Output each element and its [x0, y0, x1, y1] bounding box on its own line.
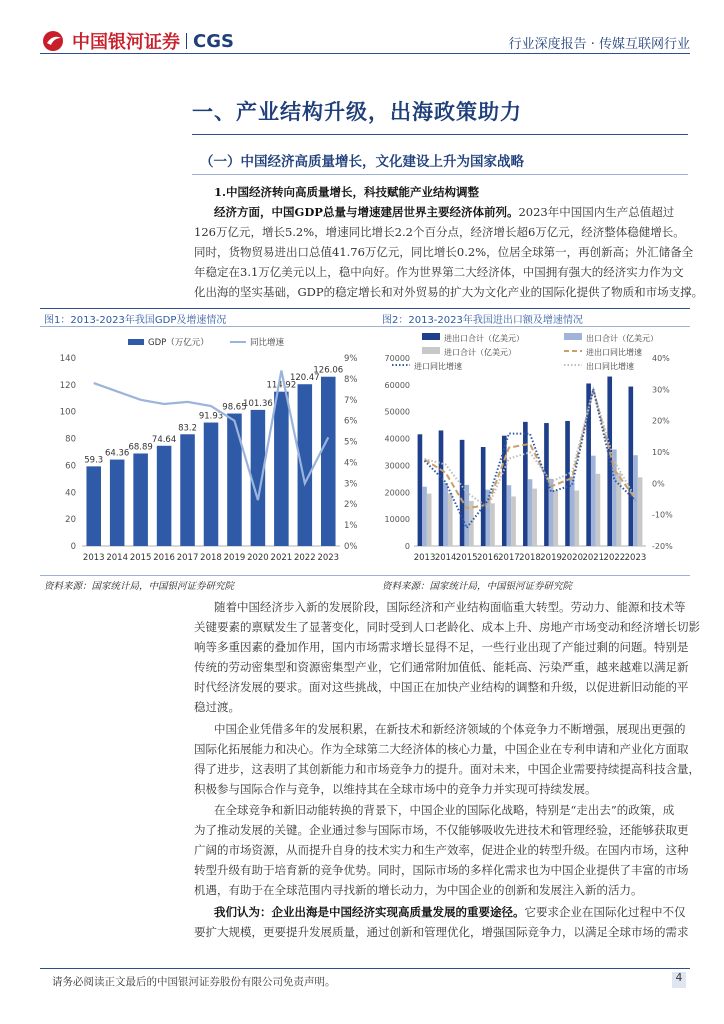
section-title: 一、产业结构升级，出海政策助力: [192, 99, 522, 124]
x-tick-label: 2020: [247, 553, 269, 563]
y-right-tick-label: 10%: [652, 448, 670, 457]
gdp-data-label: 114.92: [266, 380, 297, 391]
total-trade-bar: [418, 434, 423, 546]
logo-text: 中国银河证券: [72, 32, 180, 53]
gdp-bar: [157, 446, 172, 546]
y-left-tick-label: 100: [59, 407, 76, 418]
y-right-tick-label: 40%: [652, 354, 670, 363]
y-left-tick-label: 40000: [384, 434, 410, 444]
x-tick-label: 2013: [82, 553, 105, 563]
gdp-data-label: 83.2: [178, 423, 198, 434]
figure-1-source: 资料来源：国家统计局，中国银河证券研究院: [44, 581, 235, 592]
gdp-bar: [86, 466, 101, 546]
x-tick-label: 2021: [270, 553, 293, 563]
figure-1-title: 图1：2013-2023年我国GDP及增速情况: [44, 315, 227, 326]
p1-lead: 经济方面，中国GDP总量与增速建居世界主要经济体前列。: [214, 205, 519, 219]
total-trade-bar: [460, 440, 465, 546]
export-bar: [553, 490, 558, 546]
section-subtitle: （一）中国经济高质量增长，文化建设上升为国家战略: [200, 154, 524, 170]
x-tick-label: 2022: [293, 553, 316, 563]
gdp-data-label: 64.36: [105, 448, 130, 459]
y-left-tick-label: 80: [65, 434, 76, 445]
legend-label: 进出口同比增速: [586, 348, 642, 357]
import-bar: [549, 479, 554, 546]
y-left-tick-label: 10000: [384, 515, 410, 525]
header-logo: [42, 30, 234, 52]
gdp-chart: [40, 328, 370, 578]
y-left-tick-label: 0: [404, 542, 410, 551]
y-right-tick-label: 8%: [344, 374, 358, 385]
export-bar: [427, 494, 432, 546]
export-bar: [596, 474, 601, 546]
legend-label: 出口同比增速: [586, 362, 634, 371]
report-type: 行业深度报告 · 传媒互联网行业: [508, 37, 690, 52]
import-bar: [443, 483, 448, 546]
import-bar: [464, 485, 469, 546]
y-left-tick-label: 70000: [384, 354, 410, 363]
import-bar: [528, 479, 533, 546]
x-tick-label: 2016: [153, 553, 175, 563]
logo-cgs: CGS: [193, 30, 234, 52]
p5-lead: 我们认为：企业出海是中国经济实现高质量发展的重要途径。: [214, 905, 525, 919]
gdp-bar: [204, 423, 219, 546]
gdp-data-label: 126.06: [313, 365, 344, 376]
gdp-bar: [110, 460, 125, 546]
y-left-tick-label: 30000: [384, 461, 410, 471]
gdp-data-label: 74.64: [151, 434, 177, 445]
x-tick-label: 2019: [223, 553, 246, 563]
export-bar: [532, 489, 537, 546]
legend-label-growth: 同比增速: [250, 338, 285, 348]
legend-label: 进口合计（亿美元）: [444, 348, 516, 357]
x-tick-label: 2017: [176, 553, 199, 563]
y-right-tick-label: 5%: [344, 437, 358, 448]
page-number: 4: [672, 972, 686, 988]
subtitle-rule: [192, 174, 688, 175]
figure-2-source: 资料来源：国家统计局，中国银河证券研究院: [382, 581, 573, 592]
import-bar: [570, 476, 575, 546]
gdp-bar: [133, 453, 148, 546]
y-left-tick-label: 140: [59, 354, 76, 364]
y-left-tick-label: 20000: [384, 488, 410, 498]
x-tick-label: 2014: [434, 553, 457, 563]
x-tick-label: 2023: [317, 553, 340, 563]
gdp-data-label: 68.89: [128, 442, 153, 453]
paragraph-2: 随着中国经济步入新的发展阶段，国际经济和产业结构面临重大转型。劳动力、能源和技术等 关键要素的禀赋发生了显著变化，同时受到人口老龄化、成本上升、房地产市场变动和经济增长切影 响等多重因素的叠加作用，国内市场需求增长显得不足，一些行业出现了产能过剩的问题。特别是 传统的劳动密集型和资源密集型产业，它们通常附加值低、能耗高、污染严重，越来越难以满足新 时代经济发展的要求。面对这些挑战，中国正在加快产业结构的调整和升级，以促进新旧动能的平 稳过渡。: [194, 600, 700, 714]
gdp-data-label: 120.47: [289, 373, 320, 384]
paragraph-1: 经济方面，中国GDP总量与增速建居世界主要经济体前列。2023年中国国内生产总值超过 126万亿元，增长5.2%，增速同比增长2.2个百分点，经济增长超6万亿元，经济整体稳健增长。 同时，货物贸易进出口总值41.76万亿元，同比增长0.2%，位居全球第一，再创新高；外汇储备全 年稳定在3.1万亿美元以上，稳中向好。作为世界第二大经济体，中国拥有强大的经济实力作为文 化出海的坚实基础，GDP的稳定增长和对外贸易的扩大为文化产业的国际化提供了物质和市场支撑。: [194, 205, 704, 299]
y-right-tick-label: 7%: [344, 395, 358, 406]
y-right-tick-label: 0%: [344, 542, 358, 552]
x-tick-label: 2013: [413, 553, 436, 563]
x-tick-label: 2022: [603, 553, 626, 563]
legend-swatch: [422, 333, 440, 340]
legend-swatch-gdp: [128, 339, 144, 345]
y-right-tick-label: 1%: [344, 521, 358, 532]
x-tick-label: 2015: [129, 553, 152, 563]
x-tick-label: 2015: [455, 553, 478, 563]
paragraph-5: 我们认为：企业出海是中国经济实现高质量发展的重要途径。它要求企业在国际化过程中不仅 要扩大规模，更要提升发展质量，通过创新和管理优化，增强国际竞争力，以满足全球市场的需求: [194, 905, 689, 939]
figure-title-underline: [40, 326, 690, 327]
legend-label: 进出口合计（亿美元）: [444, 334, 524, 343]
gdp-data-label: 91.93: [198, 411, 224, 422]
y-right-tick-label: 20%: [652, 416, 670, 426]
import-bar: [633, 455, 638, 546]
export-bar: [511, 496, 516, 546]
heading-1: 1.中国经济转向高质量增长，科技赋能产业结构调整: [214, 185, 480, 199]
y-left-tick-label: 60: [65, 461, 76, 472]
gdp-bar: [227, 414, 242, 546]
footer-rule: [40, 968, 690, 969]
footer-disclaimer: 请务必阅读正文最后的中国银河证券股份有限公司免责声明。: [52, 976, 336, 988]
gdp-bar: [180, 434, 195, 546]
legend-label: 出口合计（亿美元）: [586, 334, 658, 343]
export-bar: [490, 503, 495, 546]
trade-chart: [378, 328, 690, 578]
paragraph-4: 在全球竞争和新旧动能转换的背景下，中国企业的国际化战略，特别是“走出去”的政策，成 为了推动发展的关键。企业通过参与国际市场，不仅能够吸收先进技术和管理经验，还能够获取更 广阔的市场资源，从而提升自身的技术实力和生产效率，促进企业的转型升级。在国内市场，这种 转型升级有助于培育新的竞争优势。同时，国际市场的多样化需求也为中国企业提供了丰富的市场 机遇，有助于在全球范围内寻找新的增长动力，为中国企业的创新和发展注入新的活力。: [194, 803, 689, 897]
legend-swatch: [564, 333, 582, 340]
legend-label: 进口同比增速: [414, 362, 462, 371]
gdp-data-label: 101.36: [243, 398, 273, 409]
y-right-tick-label: 2%: [344, 500, 358, 511]
import-bar: [507, 485, 512, 546]
x-tick-label: 2018: [200, 553, 222, 563]
x-tick-label: 2016: [476, 553, 499, 563]
gdp-bar: [274, 392, 289, 546]
y-left-tick-label: 0: [70, 542, 76, 552]
total-trade-bar: [523, 422, 528, 546]
x-tick-label: 2023: [624, 553, 647, 563]
y-right-tick-label: 4%: [344, 458, 358, 469]
y-right-tick-label: 9%: [344, 354, 358, 364]
gdp-data-label: 98.65: [222, 402, 247, 413]
logo-divider: [186, 33, 187, 49]
total-trade-bar: [628, 387, 633, 546]
y-left-tick-label: 120: [59, 380, 76, 391]
gdp-data-label: 59.3: [84, 455, 104, 466]
x-tick-label: 2019: [540, 553, 562, 563]
y-right-tick-label: 0%: [652, 479, 665, 489]
x-tick-label: 2014: [106, 553, 129, 563]
figure-title-bar: [40, 308, 690, 309]
y-left-tick-label: 40: [65, 488, 76, 499]
bank-logo-icon: [42, 30, 66, 52]
y-right-tick-label: 30%: [652, 385, 670, 395]
x-tick-label: 2017: [498, 553, 520, 563]
y-left-tick-label: 20: [65, 515, 76, 526]
x-tick-label: 2018: [519, 553, 541, 563]
y-right-tick-label: -20%: [652, 542, 673, 551]
y-right-tick-label: 3%: [344, 479, 358, 490]
export-bar: [448, 493, 453, 546]
y-right-tick-label: 6%: [344, 416, 358, 427]
x-tick-label: 2021: [582, 553, 605, 563]
export-bar: [575, 491, 580, 546]
import-bar: [591, 456, 596, 546]
total-trade-bar: [439, 430, 444, 546]
legend-label-gdp: GDP（万亿元）: [148, 338, 209, 348]
gdp-bar: [321, 377, 336, 546]
y-left-tick-label: 50000: [384, 407, 410, 417]
total-trade-bar: [565, 421, 570, 546]
total-trade-bar: [481, 447, 486, 546]
header-divider: [40, 53, 690, 54]
source-rule: [40, 575, 690, 576]
paragraph-3: 中国企业凭借多年的发展积累，在新技术和新经济领域的个体竞争力不断增强，展现出更强的 国际化拓展能力和决心。作为全球第二大经济体的核心力量，中国企业在专利申请和产业化方面取 得了进步，这表明了其创新能力和市场竞争力的提升。面对未来，中国企业需要持续提高科技含量， 积极参与国际合作与竞争，以维持其在全球市场中的竞争力并实现可持续发展。: [194, 722, 700, 796]
y-left-tick-label: 60000: [384, 380, 410, 390]
section-title-rule: [192, 134, 688, 135]
figure-2-title: 图2：2013-2023年我国进出口额及增速情况: [382, 315, 583, 326]
legend-swatch: [422, 347, 440, 354]
x-tick-label: 2020: [561, 553, 584, 563]
gdp-bar: [298, 384, 313, 546]
import-bar: [422, 487, 427, 546]
y-right-tick-label: -10%: [652, 510, 673, 520]
export-bar: [638, 477, 643, 546]
